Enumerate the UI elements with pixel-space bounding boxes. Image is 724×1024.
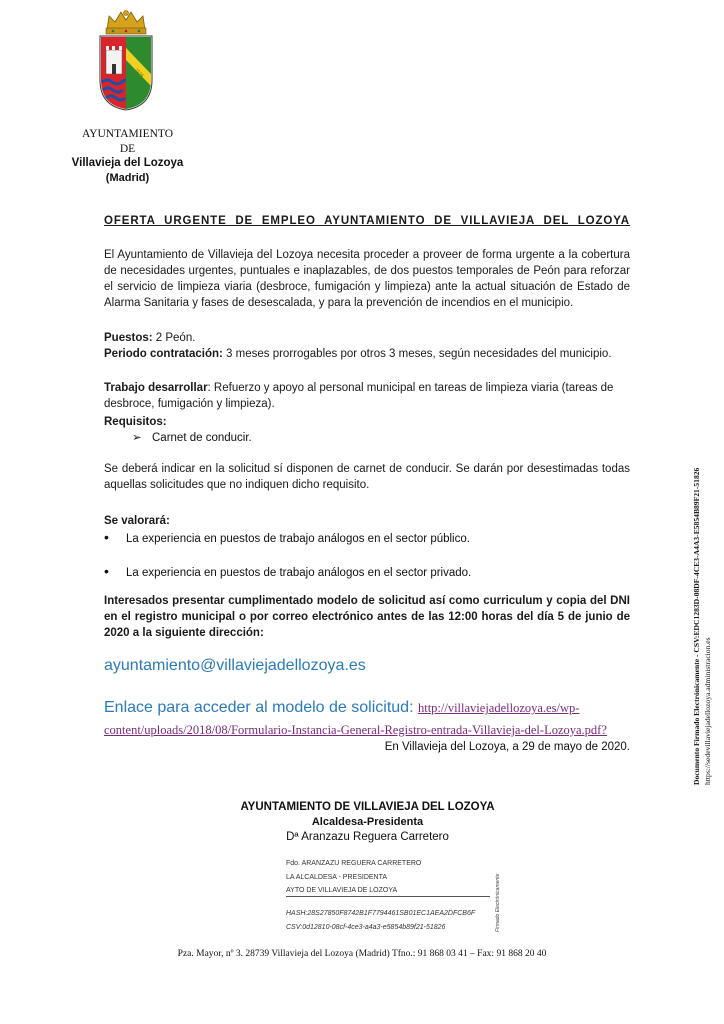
municipal-crest	[95, 8, 157, 112]
contact-email-link[interactable]: ayuntamiento@villaviejadellozoya.es	[104, 657, 366, 674]
margin-verification	[688, 415, 724, 785]
margin-csv-text: Documento Firmado Electrónicamente - CSV:EDC1283D-08DF-4CE3-A4A3-E5854B89F21-51826	[692, 467, 701, 785]
puestos-line	[104, 330, 630, 346]
crest-year: 1516	[134, 67, 146, 78]
header-line-4: (Madrid)	[105, 172, 150, 184]
trabajo-line	[104, 380, 630, 412]
puestos-value: 2 Peón.	[152, 332, 196, 344]
signature-org: AYUNTAMIENTO DE VILLAVIEJA DEL LOZOYA	[240, 801, 495, 813]
header-line-3: Villavieja del Lozoya	[71, 157, 184, 169]
intro-paragraph: El Ayuntamiento de Villavieja del Lozoya necesita proceder a proveer de forma urgente a la cobertura de necesidades urgentes, puntuales e inaplazables, de dos puestos temporales de Peón para reforzar el servicio de limpieza viaria (desbroce, fumigación y limpieza) ante la actual situación de Estado de Alarma Sanitaria y fases de desescalada, y para la prevención de incendios en el municipio.	[104, 249, 630, 309]
requisito-text: Carnet de conducir.	[152, 432, 252, 444]
enlace-block	[104, 697, 632, 741]
trabajo-label: Trabajo desarrollar	[104, 382, 208, 394]
enlace-label: Enlace para acceder al modelo de solicitud:	[104, 699, 414, 716]
requisito-item	[132, 430, 252, 446]
signature-role: Alcaldesa-Presidenta	[311, 816, 424, 828]
signature-name: Dª Aranzazu Reguera Carretero	[286, 831, 449, 843]
stamp-divider	[286, 896, 490, 897]
margin-url-text[interactable]: https://sedevillaviejadellozoya.administracion.es	[703, 637, 712, 785]
header-line-2: DE	[119, 143, 136, 155]
stamp-signer: Fdo. ARANZAZU REGUERA CARRETERO	[286, 860, 422, 867]
periodo-label: Periodo contratación:	[104, 348, 223, 360]
bullet-icon: •	[104, 529, 109, 545]
puestos-label: Puestos:	[104, 332, 153, 344]
valorara-item: • La experiencia en puestos de trabajo análogos en el sector público.	[104, 529, 470, 545]
stamp-org: AYTO DE VILLAVIEJA DE LOZOYA	[286, 887, 398, 894]
stamp-role: LA ALCALDESA - PRESIDENTA	[286, 874, 388, 881]
form-download-link[interactable]: http://villaviejadellozoya.es/wp-content/uploads/2018/08/Formulario-Instancia-General-Registro-entrada-Villavieja-del-Lozoya.pdf?	[104, 701, 607, 737]
periodo-value: 3 meses prorrogables por otros 3 meses, según necesidades del municipio.	[222, 348, 612, 360]
trabajo-value: : Refuerzo y apoyo al personal municipal en tareas de limpieza viaria (tareas de desbroce, fumigación y limpieza).	[104, 382, 614, 410]
document-title: OFERTA URGENTE DE EMPLEO AYUNTAMIENTO DE VILLAVIEJA DEL LOZOYA	[104, 215, 630, 227]
stamp-hash: HASH:28S27850F8742B1F7794461SB01EC1AEA2DFCB6F	[286, 910, 476, 917]
requisitos-label: Requisitos:	[104, 416, 167, 428]
interesados-paragraph: Interesados presentar cumplimentado modelo de solicitud así como curriculum y copia del DNI en el registro municipal o por correo electrónico antes de las 12:00 horas del día 5 de junio de 2020 a la siguiente dirección:	[104, 595, 630, 639]
stamp-side-label: Firmado Electrónicamente	[495, 873, 501, 932]
stamp-csv: CSV:0d12810-08cf-4ce3-a4a3-e5854b89f21-51826	[286, 924, 446, 931]
arrow-bullet-icon: ➢	[132, 432, 142, 444]
page-footer: Pza. Mayor, nº 3. 28739 Villavieja del Lozoya (Madrid) Tfno.: 91 868 03 41 – Fax: 91 868 20 40	[177, 949, 547, 959]
document-date: En Villavieja del Lozoya, a 29 de mayo de 2020.	[384, 741, 630, 753]
valorara-label: Se valorará:	[104, 515, 170, 527]
bullet-icon: •	[104, 563, 109, 579]
valorara-item: • La experiencia en puestos de trabajo análogos en el sector privado.	[104, 563, 472, 579]
solicitud-paragraph: Se deberá indicar en la solicitud sí disponen de carnet de conducir. Se darán por desestimadas todas aquellas solicitudes que no indiquen dicho requisito.	[104, 463, 630, 491]
header-line-1: AYUNTAMIENTO	[81, 128, 174, 140]
periodo-line	[104, 346, 630, 362]
